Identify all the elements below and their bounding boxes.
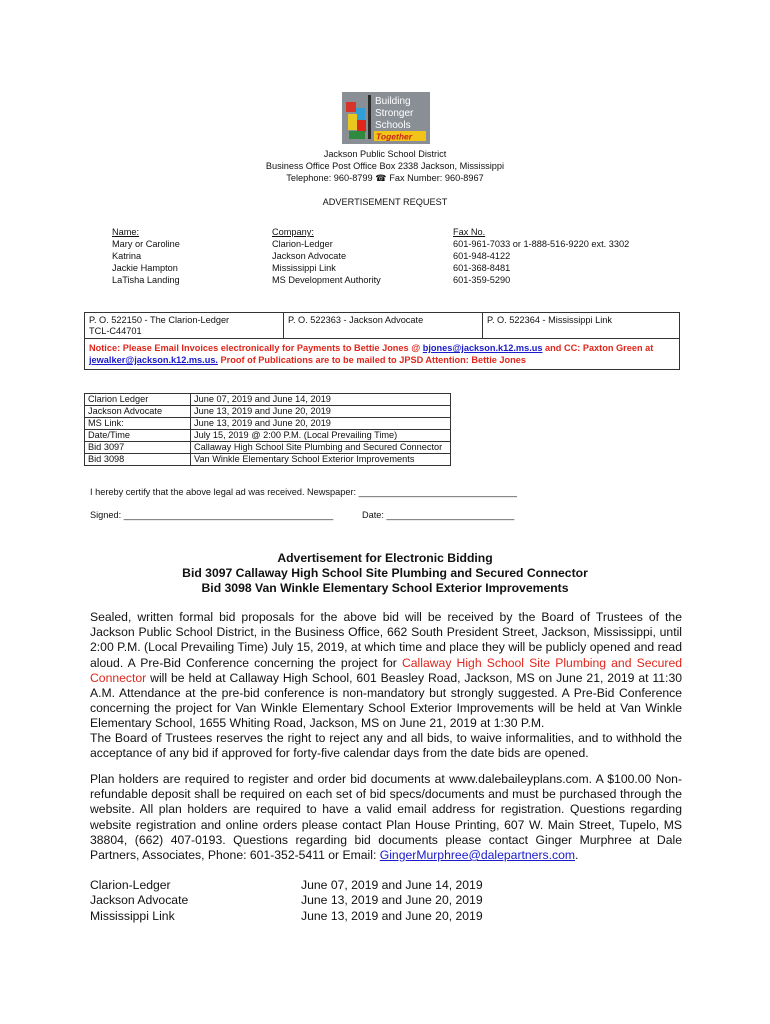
contact-name: Mary or Caroline [112,239,180,249]
document-title: ADVERTISEMENT REQUEST [322,197,448,207]
contact-company: Clarion-Ledger [272,239,333,249]
logo-text-3: Schools [375,120,411,131]
bjones-email-link[interactable]: bjones@jackson.k12.ms.us [422,343,543,353]
logo-text-1: Building [375,96,411,107]
certify-line: I hereby certify that the above legal ad was received. Newspaper: _______________________________ [90,487,518,497]
publication-name: Clarion-Ledger [90,878,171,892]
po-clarion [85,313,284,338]
name-header: Name: [112,227,140,237]
publication-dates: June 07, 2019 and June 14, 2019 [301,878,483,892]
contact-name: Jackie Hampton [112,263,178,273]
logo-text-4: Together [376,131,413,142]
invoice-notice [85,339,679,369]
schedule-label: Jackson Advocate [85,406,191,418]
schedule-value: June 13, 2019 and June 20, 2019 [191,406,451,418]
bid-paragraph-text-1: Sealed, written formal bid proposals for the above bid will be received by the Board of Trustees of the Jackson Public School District, in the Business Office, 662 South President Street, Jackson, Mississippi, until 2:00 P.M. (Local Prevailing Time) July 15, 2019, at which time and place they will be publicly opened and read aloud. A Pre-Bid Conference concerning the project for [90,610,682,670]
publication-list [90,878,590,924]
contact-fax: 601-961-7033 or 1-888-516-9220 ext. 3302 [453,239,630,249]
bid-paragraph [90,610,682,732]
po-row [85,313,679,339]
publication-dates: June 13, 2019 and June 20, 2019 [301,908,483,923]
jewalker-email-link[interactable]: jewalker@jackson.k12.ms.us. [89,355,218,365]
table-row [85,454,451,466]
schedule-label: Clarion Ledger [85,394,191,406]
contact-company: MS Development Authority [272,275,381,285]
trustees-paragraph: The Board of Trustees reserves the right to reject any and all bids, to waive informalities, and to withhold the acceptance of any bid if approved for forty-five calendar days from the date bids are opened. [90,731,682,761]
po-clarion-number: P. O. 522150 - The Clarion-Ledger [89,315,230,325]
callaway-project-highlight: Callaway High School Site Plumbing and Secured Connector [90,655,682,685]
publication-schedule-table [84,393,451,466]
contact-company: Mississippi Link [272,263,336,273]
bid-paragraph-text-2: will be held at Callaway High School, 601 Beasley Road, Jackson, MS on June 21, 2019 at 11:30 A.M. Attendance at the pre-bid conference is non-mandatory but strongly suggested. A Pre-Bid Conference concerning the project for Van Winkle Elementary School Exterior Improvements will be held at Van Winkle Elementary School, 1655 Whiting Road, Jackson, MS on June 21, 2019 at 1:30 P.M. [90,670,682,731]
contact-fax: 601-368-8481 [453,263,511,273]
bid-3097-title: Bid 3097 Callaway High School Site Plumbing and Secured Connector [182,566,588,580]
logo-graphic [342,92,430,144]
table-row [85,418,451,430]
business-address: Business Office Post Office Box 2338 Jackson, Mississippi [265,161,505,171]
table-row [85,406,451,418]
contact-fax: 601-948-4122 [453,251,511,261]
logo-text-2: Stronger [375,108,414,119]
list-item [90,909,590,924]
schedule-value: June 07, 2019 and June 14, 2019 [191,394,451,406]
contact-name: Katrina [112,251,142,261]
po-mississippi-link: P. O. 522364 - Mississippi Link [487,315,612,325]
district-logo [342,92,430,144]
contact-company: Jackson Advocate [272,251,347,261]
company-header: Company: [272,227,314,237]
notice-text-1: Notice: Please Email Invoices electronically for Payments to Bettie Jones @ [89,343,423,353]
phone-fax-line [0,172,770,184]
po-advocate: P. O. 522363 - Jackson Advocate [284,313,483,338]
date-line: Date: _________________________ [362,510,515,520]
notice-text-2: and CC: Paxton Green at [542,343,654,353]
plan-holders-end: . [575,848,579,863]
contact-companies [272,226,381,286]
publication-name: Mississippi Link [90,908,175,923]
publication-dates: June 13, 2019 and June 20, 2019 [301,893,483,908]
schedule-value: June 13, 2019 and June 20, 2019 [191,418,451,430]
list-item [90,878,590,893]
plan-holders-text: Plan holders are required to register and order bid documents at www.dalebaileyplans.com. A $100.00 Non-refundable deposit shall be required on each set of bid specs/documents and must be purchased through the website. All plan holders are required to have a valid email address for registration. Questions regarding website registration and online orders please contact Plan House Printing, 607 W. Main Street, Tupelo, MS 38804, (662) 407-0193. Questions regarding bid documents please contact Ginger Murphree at Dale Partners, Associates, Phone: 601-352-5411 or Email: [90,772,682,863]
schedule-label: Bid 3097 [85,442,191,454]
schedule-value: Van Winkle Elementary School Exterior Improvements [191,454,451,466]
district-name: Jackson Public School District [323,149,447,159]
fax-number: Fax Number: 960-8967 [389,173,484,183]
table-row [85,430,451,442]
fax-header: Fax No. [453,227,486,237]
contact-names [112,226,180,286]
contact-fax-numbers [453,226,629,286]
contact-fax: 601-359-5290 [453,275,511,285]
bid-3098-title: Bid 3098 Van Winkle Elementary School Exterior Improvements [201,581,569,595]
plan-holders-paragraph [90,772,682,863]
table-row [85,394,451,406]
schedule-label: Date/Time [85,430,191,442]
notice-text-3: Proof of Publications are to be mailed to JPSD Attention: Bettie Jones [217,355,526,365]
publication-name: Jackson Advocate [90,893,189,908]
list-item [90,893,590,908]
signed-line: Signed: _________________________________________ [90,510,334,520]
phone-number: Telephone: 960-8799 [286,173,373,183]
phone-icon: ☎ [375,173,387,183]
ad-title: Advertisement for Electronic Bidding [277,551,493,565]
schedule-label: MS Link: [85,418,191,430]
contact-name: LaTisha Landing [112,275,180,285]
table-row [85,442,451,454]
schedule-label: Bid 3098 [85,454,191,466]
po-clarion-tcl: TCL-C44701 [89,326,142,336]
schedule-value: July 15, 2019 @ 2:00 P.M. (Local Prevailing Time) [191,430,451,442]
purchase-order-box [84,312,680,370]
schedule-value: Callaway High School Site Plumbing and Secured Connector [191,442,451,454]
ginger-email-link[interactable]: GingerMurphree@dalepartners.com [379,848,576,863]
